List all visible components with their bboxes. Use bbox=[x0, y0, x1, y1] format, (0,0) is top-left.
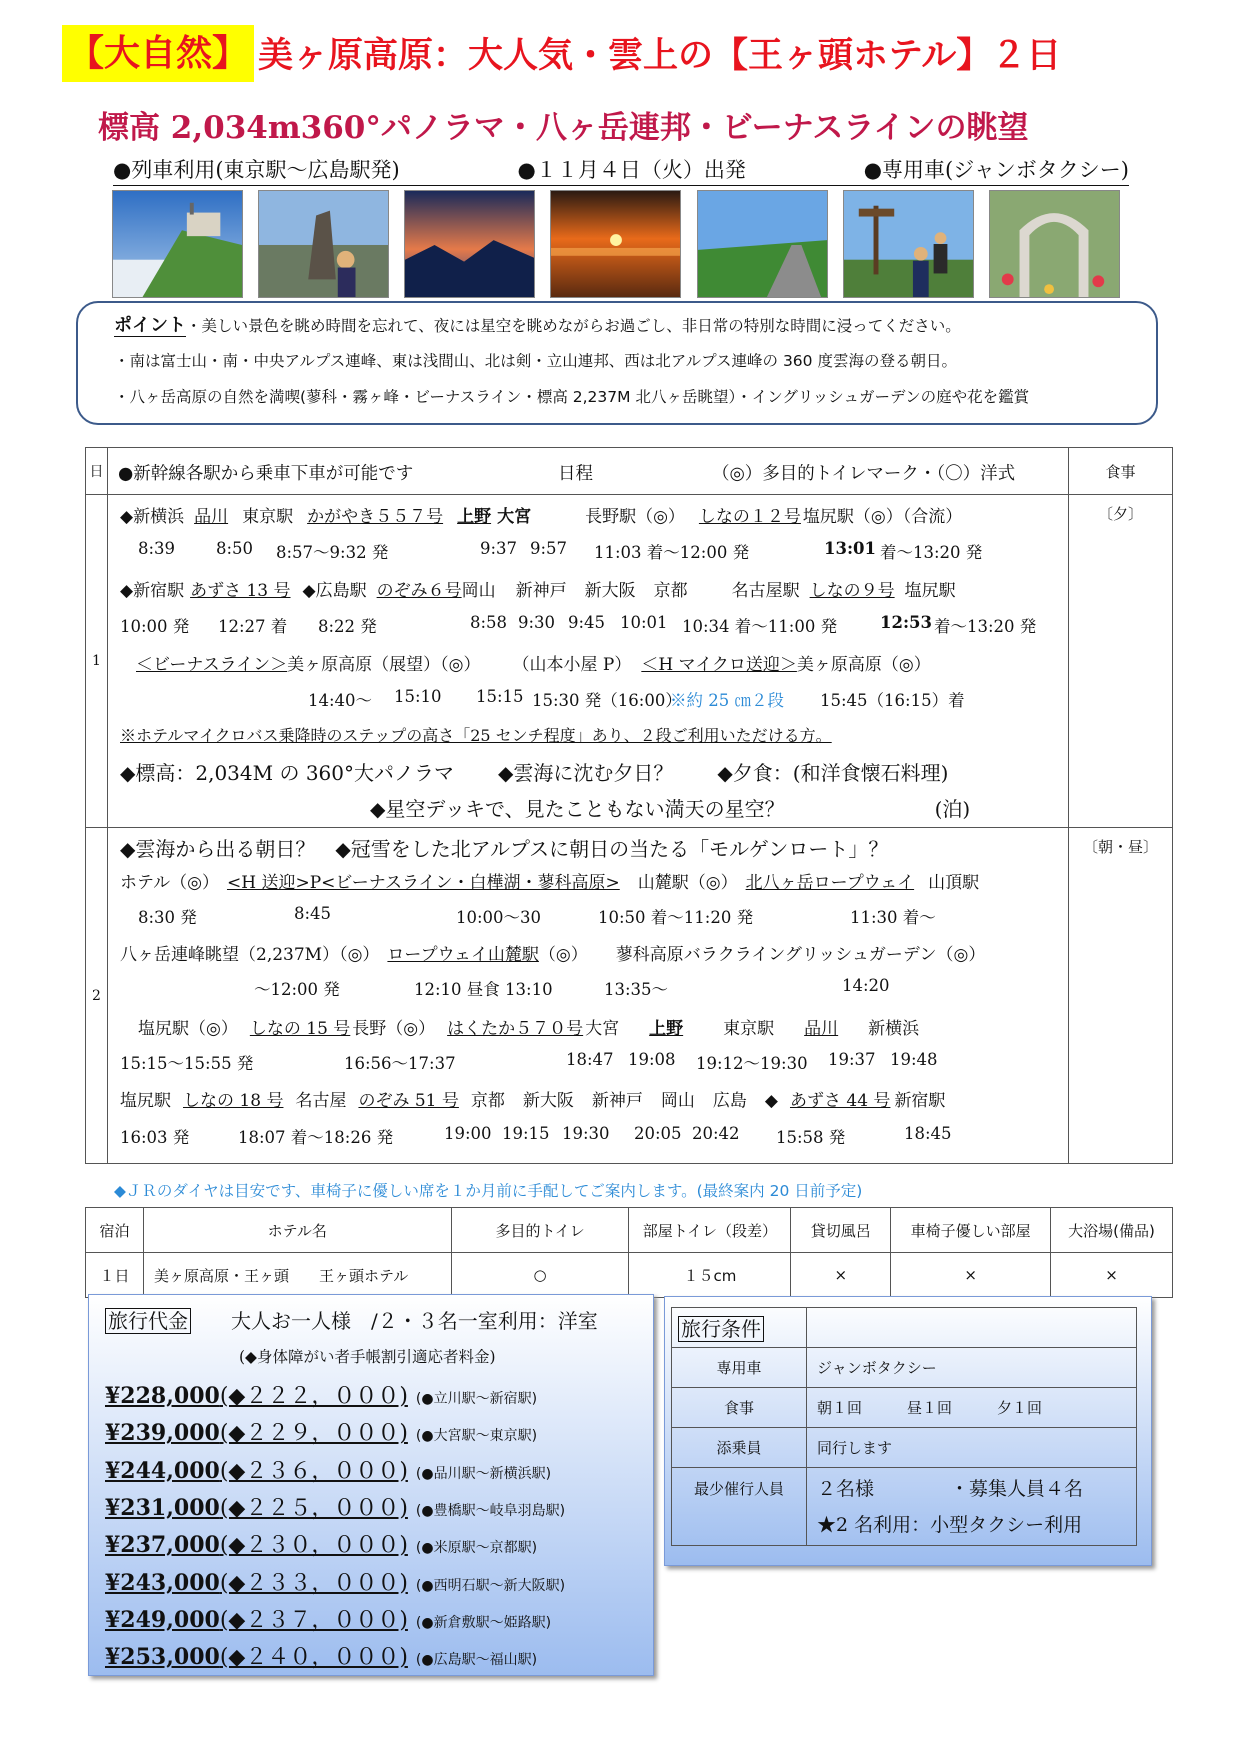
price-route: (●米原駅～京都駅) bbox=[415, 1540, 538, 1557]
page-title: 美ヶ原高原：大人気・雲上の【王ヶ頭ホテル】２日 bbox=[258, 36, 1062, 76]
cond-row-vehicle: 専用車 ジャンボタクシー bbox=[672, 1348, 1137, 1388]
sunrise-photo bbox=[550, 190, 681, 298]
points-box bbox=[76, 301, 1158, 425]
price-route: (●西明石駅～新大阪駅) bbox=[415, 1577, 566, 1594]
day1-route-3: ＜ビーナスライン＞美ヶ原高原（展望）（◎） （山本小屋 P） ＜H マイクロ送迎＞美ヶ原高原（◎） bbox=[136, 655, 931, 675]
day-1-meal: 〔夕〕 bbox=[1069, 495, 1173, 828]
price-discount: (◆２２２，０００) bbox=[219, 1384, 408, 1409]
price-per: 大人お一人様 /２・３名一室利用：洋室 bbox=[231, 1309, 598, 1333]
cond-min-2: ★2 名利用：小型タクシー利用 bbox=[817, 1513, 1083, 1536]
price-row bbox=[105, 1603, 551, 1634]
title-line bbox=[62, 22, 1061, 84]
points-line-2: ・南は富士山・南・中央アルプス連峰、東は浅間山、北は剣・立山連邦、西は北アルプス連峰の 360 度雲海の登る朝日。 bbox=[114, 352, 957, 370]
hotel-row: １日 美ヶ原高原・王ヶ頭 王ヶ頭ホテル ○ １５cm × × × bbox=[86, 1253, 1173, 1298]
info-train: ●列車利用(東京駅～広島駅発) bbox=[113, 158, 400, 182]
price-discount: (◆２３７，０００) bbox=[219, 1607, 408, 1633]
jr-note: ◆ＪＲのダイヤは目安です、車椅子に優しい席を１か月前に手配してご案内します。(最終案内 20 日前予定) bbox=[114, 1182, 863, 1200]
hotel-photo bbox=[112, 190, 243, 298]
day1-stars: ◆星空デッキで、見たこともない満天の星空？ (泊) bbox=[370, 797, 971, 821]
info-vehicle: ●専用車(ジャンボタクシー) bbox=[863, 158, 1129, 182]
price-amount: ¥253,000 bbox=[105, 1644, 220, 1671]
day2-route-4: 塩尻駅 しなの 18 号 名古屋 のぞみ 51 号 京都 新大阪 新神戸 岡山 広島 ◆ あずさ 44 号 新宿駅 bbox=[120, 1091, 946, 1111]
price-amount: ¥231,000 bbox=[105, 1494, 220, 1521]
schedule-head-title: 日程 bbox=[558, 464, 593, 484]
price-box bbox=[88, 1294, 654, 1676]
price-discount: (◆２３０，０００) bbox=[219, 1533, 408, 1559]
rock-photo bbox=[258, 190, 389, 298]
price-discount: (◆２３６，０００) bbox=[219, 1458, 408, 1484]
day1-highlights: ◆標高：2,034M の 360°大パノラマ ◆雲海に沈む夕日？ ◆夕食：(和洋食懐石料理) bbox=[120, 761, 949, 785]
hotel-header-row: 宿泊 ホテル名 多目的トイレ 部屋トイレ（段差） 貸切風呂 車椅子優しい部屋 大浴場(備品) bbox=[86, 1208, 1173, 1253]
price-row bbox=[105, 1416, 537, 1447]
points-line-3: ・八ヶ岳高原の自然を満喫(蓼科・霧ヶ峰・ビーナスライン・標高 2,237M 北八ヶ岳眺望）・イングリッシュガーデンの庭や花を鑑賞 bbox=[114, 388, 1030, 406]
price-row bbox=[105, 1379, 537, 1410]
day1-step-note: ※ホテルマイクロバス乗降時のステップの高さ「25 センチ程度」あり、２段ご利用いただける方。 bbox=[120, 726, 832, 745]
photo-strip bbox=[112, 190, 1120, 298]
schedule-head-day: 日 bbox=[86, 448, 108, 495]
schedule-table bbox=[85, 447, 1173, 1164]
price-row bbox=[105, 1528, 537, 1559]
day-2-meal: 〔朝・昼〕 bbox=[1069, 828, 1173, 1164]
points-label: ポイント bbox=[114, 315, 186, 336]
price-route: (●大宮駅～東京駅) bbox=[415, 1428, 538, 1445]
price-route: (●広島駅～福山駅) bbox=[415, 1652, 538, 1669]
price-discount: (◆２２９，０００) bbox=[219, 1421, 408, 1447]
price-discount: (◆２３３，０００) bbox=[219, 1570, 408, 1596]
day2-route-1: ホテル（◎） <H 送迎>P<ビーナスライン・白樺湖・蓼科高原> 山麓駅（◎） 北八ヶ岳ロープウェイ 山頂駅 bbox=[120, 873, 980, 893]
day1-route-2: ◆新宿駅 あずさ 13 号 ◆広島駅 のぞみ６号岡山 新神戸 新大阪 京都 名古屋駅 しなの９号 塩尻駅 bbox=[120, 581, 956, 601]
price-amount: ¥244,000 bbox=[105, 1457, 220, 1484]
hotel-table bbox=[85, 1207, 1173, 1298]
price-amount: ¥239,000 bbox=[105, 1420, 220, 1447]
cond-min-1: ２名様 ・募集人員４名 bbox=[817, 1477, 1084, 1500]
day2-route-2: 八ヶ岳連峰眺望（2,237M）（◎） ロープウェイ山麓駅（◎） 蓼科高原バラクライングリッシュガーデン（◎） bbox=[120, 945, 986, 965]
price-label: 旅行代金 bbox=[105, 1308, 191, 1334]
price-route: (●立川駅～新宿駅) bbox=[415, 1391, 538, 1407]
schedule-day-2: 2 ◆雲海から出る朝日？ ◆冠雪をした北アルプスに朝日の当たる「モルゲンロート」？ ホテル（◎） <H 送迎>P<ビーナスライン・白樺湖・蓼科高原> 山麓駅（◎） 北八ヶ岳ロープウェイ 山頂駅 8:30 発 8:45 10:00～30 10:50 着～11:20 発 11:30 着～ 八ヶ岳連峰眺望（2,237M）（◎） ロープウェイ山麓駅（◎） 蓼科高原バラクライングリッシュガーデン（◎） ～12:00 発 12:10 昼食 13:10 13:35～ 14:20 塩尻駅（◎） しなの 15 号 長野（◎） はくたか５７０号 大宮 上野 東京駅 品川 新横浜 15:15～15:55 発 16:56～17:37 18:47 19:08 19:12～19:30 19:37 19:48 塩尻駅 しなの 18 号 名古屋 のぞみ 51 号 京都 新大阪 新神戸 岡山 広島 ◆ あずさ 44 号 新宿駅 16:03 発 18:07 着～18:26 発 19:00 19:15 19:30 20:05 20:42 15:58 発 18:45 〔朝・昼〕 bbox=[86, 828, 1173, 1164]
price-route: (●品川駅～新横浜駅) bbox=[415, 1465, 552, 1482]
schedule-head-meal: 食事 bbox=[1069, 448, 1173, 495]
cond-row-minimum: 最少催行人員 ２名様 ・募集人員４名 ★2 名利用：小型タクシー利用 bbox=[672, 1468, 1137, 1546]
points-line-1: ・美しい景色を眺め時間を忘れて、夜には星空を眺めながらお過ごし、非日常の特別な時間に浸ってください。 bbox=[186, 317, 961, 335]
highland-road-photo bbox=[697, 190, 828, 298]
page-subtitle: 標高 2,034m360°パノラマ・八ヶ岳連邦・ビーナスラインの眺望 bbox=[98, 110, 1029, 146]
price-row bbox=[105, 1491, 565, 1522]
tour-info-line bbox=[113, 154, 1129, 186]
price-discount: (◆２４０，０００) bbox=[219, 1645, 408, 1671]
day-1-number: 1 bbox=[86, 495, 108, 828]
signpost-photo bbox=[843, 190, 974, 298]
garden-photo bbox=[989, 190, 1120, 298]
price-amount: ¥243,000 bbox=[105, 1569, 220, 1596]
schedule-day-1: 1 ◆新横浜 品川 東京駅 かがやき５５７号 上野 大宮 長野駅（◎） しなの１２号 塩尻駅（◎）（合流） 8:39 8:50 8:57～9:32 発 9:37 9:57 11:03 着～12:00 発 13:01 着～13:20 発 ◆新宿駅 あずさ 13 号 ◆広島駅 のぞみ６号岡山 新神戸 新大阪 京都 名古屋駅 しなの９号 塩尻駅 10:00 発 12:27 着 8:22 発 8:58 9:30 9:45 10:01 10:34 着～11:00 発 12:53 着～13:20 発 ＜ビーナスライン＞美ヶ原高原（展望）（◎） （山本小屋 P） ＜H マイクロ送迎＞美ヶ原高原（◎） 14:40～ 15:10 15:15 15:30 発（16:00） ※約 25 ㎝２段 15:45（16:15）着 ※ホテルマイクロバス乗降時のステップの高さ「25 センチ程度」あり、２段ご利用いただける方。 ◆標高：2,034M の 360°大パノラマ ◆雲海に沈む夕日？ ◆夕食：(和洋食懐石料理) ◆星空デッキで、見たこともない満天の星空？ (泊) 〔夕〕 bbox=[86, 495, 1173, 828]
cond-row-meals: 食事 朝１回 昼１回 夕１回 bbox=[672, 1388, 1137, 1428]
conditions-label: 旅行条件 bbox=[678, 1316, 764, 1342]
price-amount: ¥237,000 bbox=[105, 1532, 220, 1559]
title-tag: 【大自然】 bbox=[62, 25, 254, 82]
price-route: (●豊橋駅～岐阜羽島駅) bbox=[415, 1502, 566, 1519]
day2-highlights: ◆雲海から出る朝日？ ◆冠雪をした北アルプスに朝日の当たる「モルゲンロート」？ bbox=[120, 837, 889, 861]
schedule-head-legend: （◎）多目的トイレマーク・（〇）洋式 bbox=[712, 464, 1016, 484]
day2-route-3: 塩尻駅（◎） しなの 15 号 長野（◎） はくたか５７０号 大宮 上野 東京駅 品川 新横浜 bbox=[138, 1019, 920, 1039]
price-discount: (◆２２５，０００) bbox=[219, 1495, 408, 1521]
price-row bbox=[105, 1566, 565, 1597]
cond-row-escort: 添乗員 同行します bbox=[672, 1428, 1137, 1468]
day-2-number: 2 bbox=[86, 828, 108, 1164]
schedule-head-note: ●新幹線各駅から乗車下車が可能です bbox=[118, 464, 414, 484]
day1-route-1: ◆新横浜 品川 東京駅 かがやき５５７号 上野 大宮 長野駅（◎） しなの１２号 塩尻駅（◎）（合流） bbox=[120, 507, 963, 527]
price-route: (●新倉敷駅～姫路駅) bbox=[415, 1614, 552, 1631]
mountain-dusk-photo bbox=[404, 190, 535, 298]
price-row bbox=[105, 1640, 537, 1671]
price-row bbox=[105, 1454, 551, 1485]
schedule-header-row bbox=[86, 448, 1173, 495]
price-amount: ¥228,000 bbox=[105, 1383, 220, 1409]
price-amount: ¥249,000 bbox=[105, 1606, 220, 1633]
price-sub: (◆身体障がい者手帳割引適応者料金) bbox=[239, 1348, 496, 1366]
conditions-table bbox=[671, 1307, 1137, 1546]
info-date: ●１１月４日（火）出発 bbox=[517, 158, 746, 182]
conditions-box bbox=[664, 1296, 1152, 1566]
